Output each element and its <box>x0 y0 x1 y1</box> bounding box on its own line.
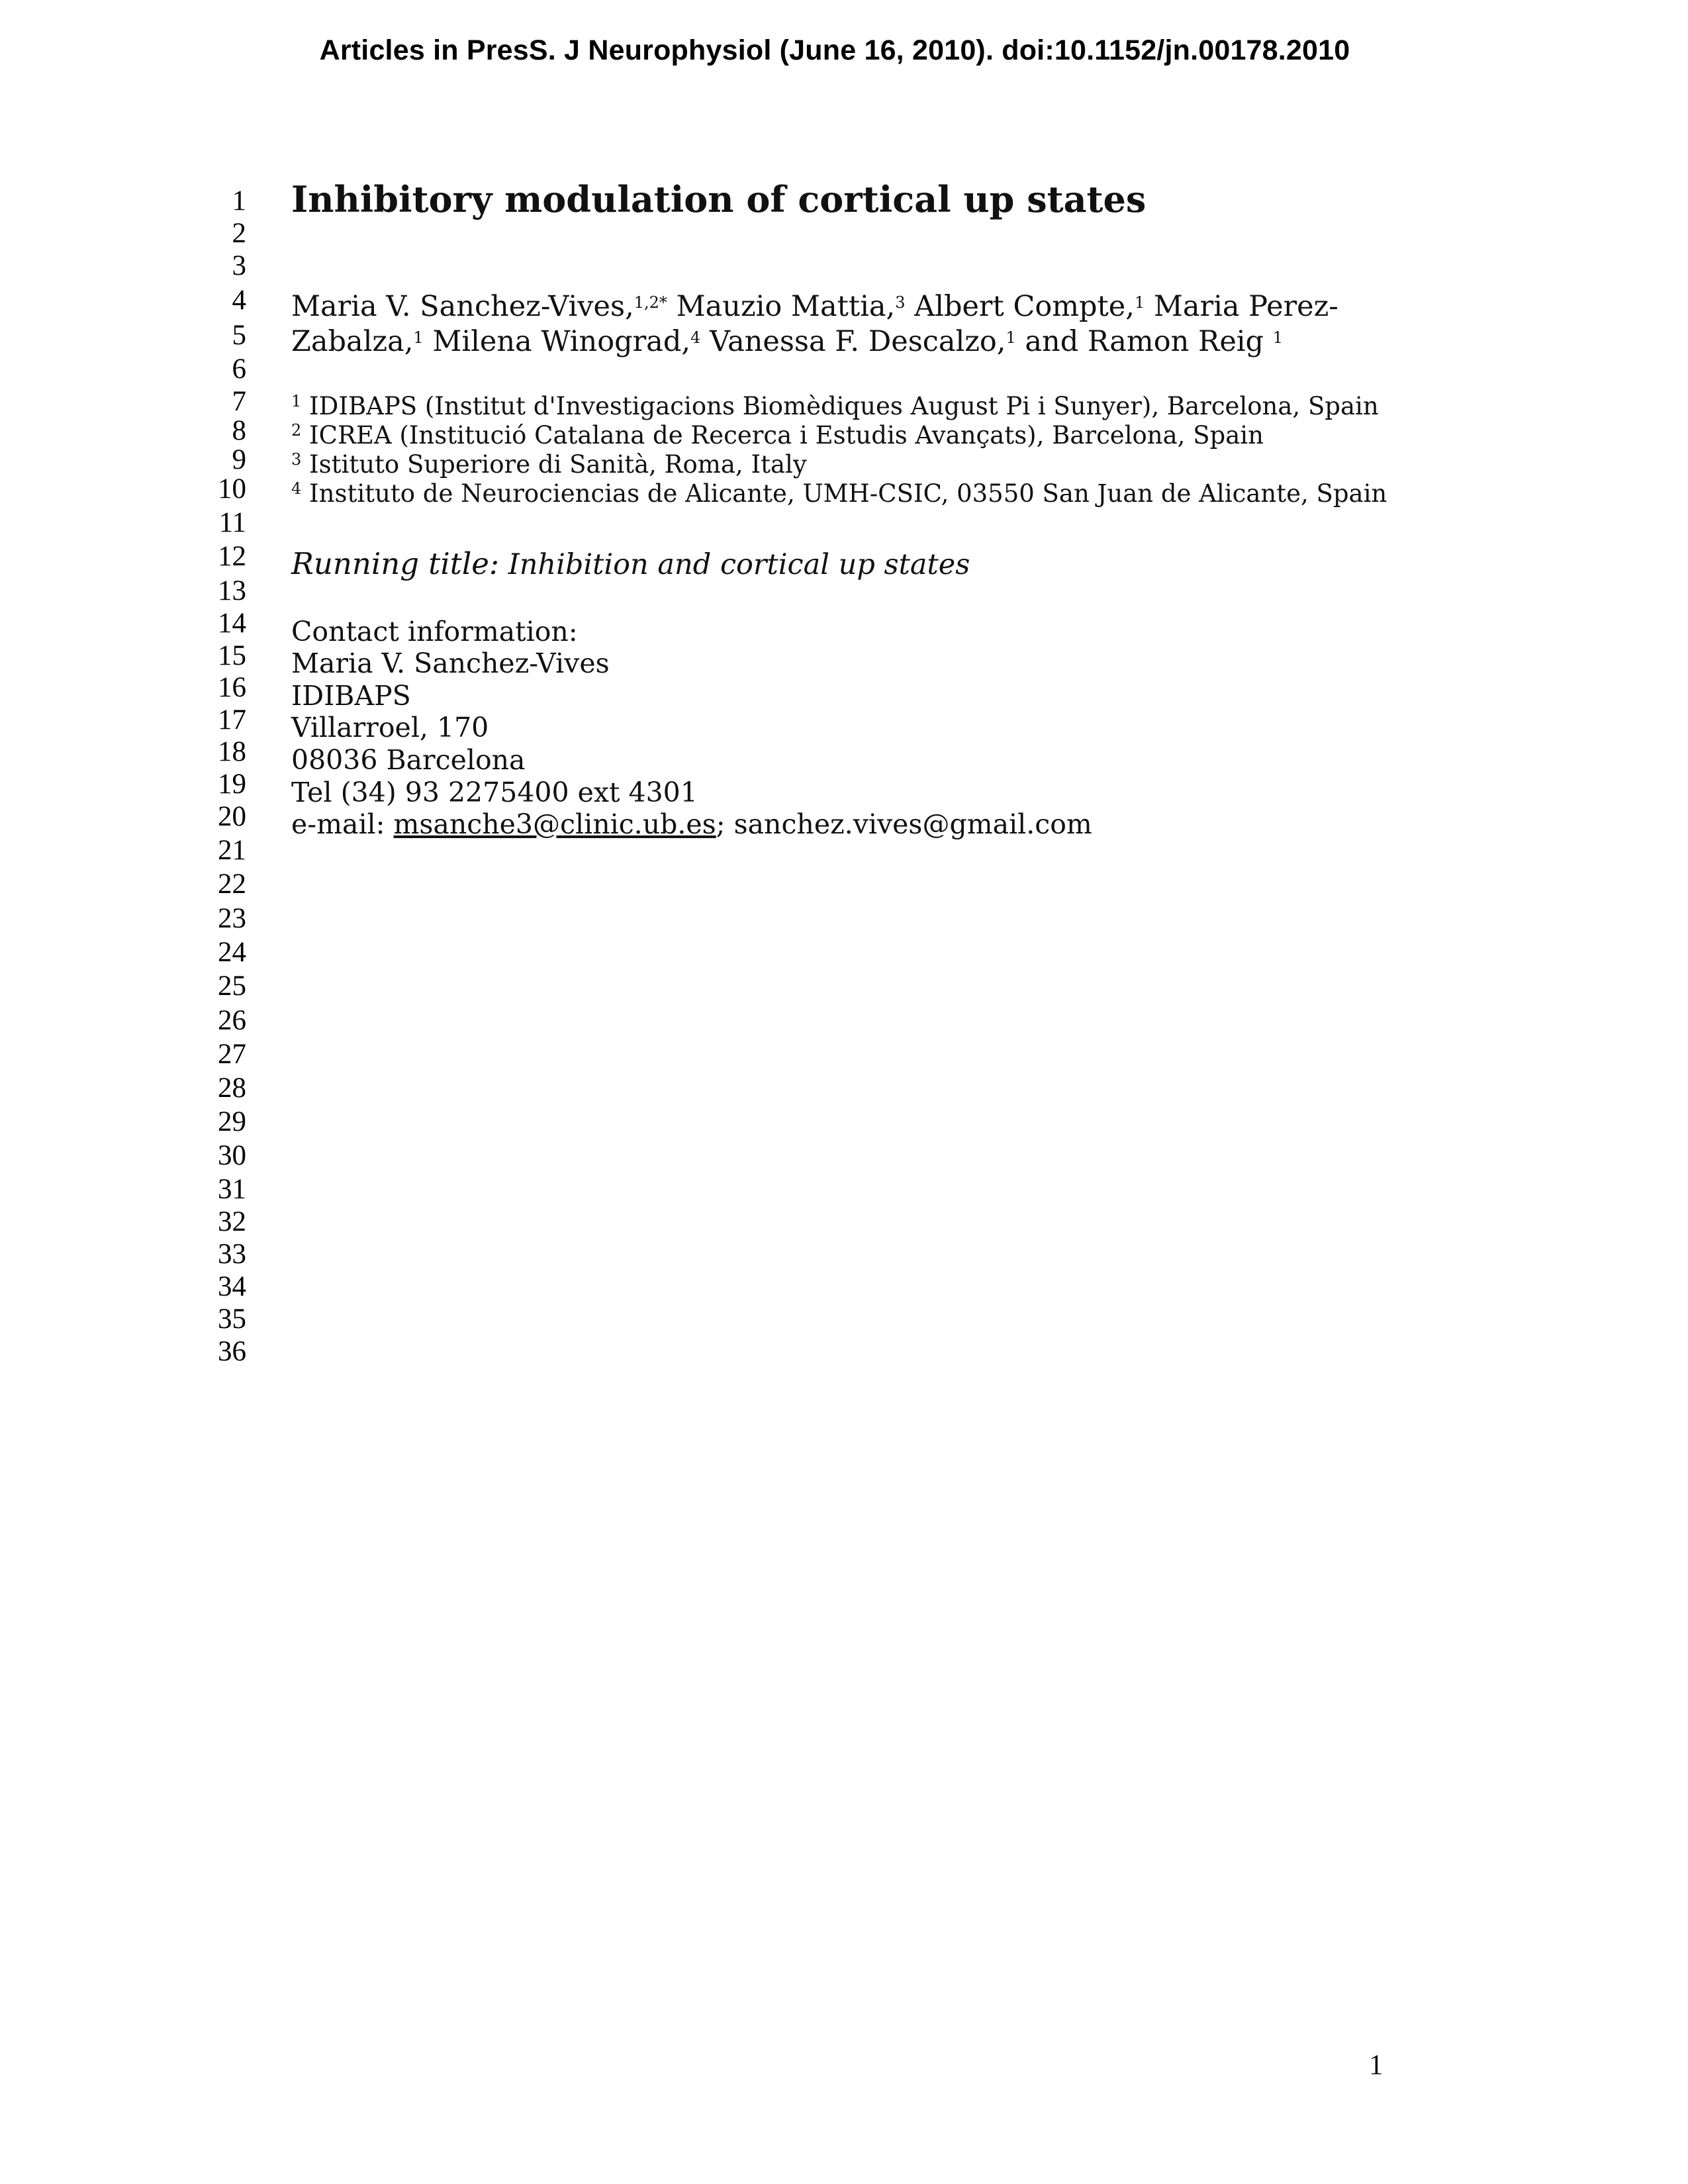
running-title-label: Running title: <box>291 546 500 581</box>
affiliation-text: Instituto de Neurociencias de Alicante, UMH-CSIC, 03550 San Juan de Alicante, Spain <box>309 479 1387 508</box>
contact-heading: Contact information: <box>291 616 578 647</box>
line-number: 14 <box>218 608 246 639</box>
email-separator: ; <box>716 808 734 840</box>
line-number: 28 <box>218 1072 246 1104</box>
affiliation-marker: 1 <box>291 392 302 410</box>
line-number: 11 <box>218 507 246 538</box>
line-number: 23 <box>218 903 246 934</box>
line-number: 22 <box>218 869 246 900</box>
author-name: Maria Perez- <box>1153 290 1338 323</box>
author-name: Albert Compte, <box>914 290 1135 323</box>
author-name: and Ramon Reig <box>1025 325 1273 358</box>
line-number: 34 <box>218 1271 246 1302</box>
line-number: 21 <box>218 835 246 866</box>
line-number: 8 <box>232 415 246 446</box>
line-number: 26 <box>218 1005 246 1036</box>
line-number: 3 <box>232 250 246 281</box>
affiliation-marker: 3 <box>291 450 302 469</box>
affiliation-text: IDIBAPS (Institut d'Investigacions Biomèdiques August Pi i Sunyer), Barcelona, Spain <box>309 392 1379 420</box>
email-label: e-mail: <box>291 808 394 840</box>
author-affiliation-marker: 4 <box>690 328 701 347</box>
author-affiliation-marker: 1 <box>1272 328 1283 347</box>
line-number: 35 <box>218 1304 246 1335</box>
affiliation-text: ICREA (Institució Catalana de Recerca i Estudis Avançats), Barcelona, Spain <box>309 421 1264 450</box>
page-number: 1 <box>1369 2050 1383 2081</box>
contact-institute: IDIBAPS <box>291 680 411 712</box>
contact-city: 08036 Barcelona <box>291 744 526 776</box>
line-number: 6 <box>232 354 246 385</box>
line-number: 15 <box>218 640 246 671</box>
email-link-primary[interactable]: msanche3@clinic.ub.es <box>393 808 716 840</box>
line-number: 9 <box>232 444 246 475</box>
line-number: 18 <box>218 736 246 767</box>
paper-title: Inhibitory modulation of cortical up states <box>291 178 1147 220</box>
line-number: 1 <box>232 185 246 216</box>
line-number: 29 <box>218 1106 246 1137</box>
author-line-1 <box>291 289 1338 328</box>
line-number: 20 <box>218 801 246 832</box>
affiliation-marker: 4 <box>291 479 302 498</box>
author-name: Vanessa F. Descalzo, <box>709 325 1006 358</box>
line-number: 32 <box>218 1206 246 1237</box>
contact-street: Villarroel, 170 <box>291 712 489 743</box>
author-affiliation-marker: 1 <box>1006 328 1016 347</box>
citation-text: Articles in PresS. J Neurophysiol (June 16, 2010). doi:10.1152/jn.00178.2010 <box>319 34 1350 66</box>
line-number: 33 <box>218 1239 246 1270</box>
line-number: 2 <box>232 218 246 249</box>
affiliation-marker: 2 <box>291 421 302 440</box>
contact-name: Maria V. Sanchez-Vives <box>291 647 610 679</box>
contact-phone: Tel (34) 93 2275400 ext 4301 <box>291 777 698 808</box>
journal-citation-header <box>0 34 1688 67</box>
line-number: 16 <box>218 672 246 703</box>
author-line-2 <box>291 324 1283 363</box>
line-number: 4 <box>232 285 246 316</box>
line-number: 30 <box>218 1140 246 1171</box>
author-affiliation-marker: 1,2* <box>633 293 667 312</box>
line-number: 17 <box>218 704 246 736</box>
line-number: 24 <box>218 937 246 968</box>
line-number: 5 <box>232 320 246 351</box>
line-number: 12 <box>218 541 246 572</box>
line-number: 25 <box>218 971 246 1002</box>
author-name: Milena Winograd, <box>432 325 691 358</box>
author-affiliation-marker: 1 <box>413 328 424 347</box>
line-number: 7 <box>232 386 246 417</box>
affiliation-4 <box>291 477 1387 514</box>
affiliation-text: Istituto Superiore di Sanità, Roma, Italy <box>309 450 807 479</box>
author-affiliation-marker: 3 <box>895 293 906 312</box>
line-number: 31 <box>218 1174 246 1205</box>
line-number: 27 <box>218 1039 246 1070</box>
author-name: Mauzio Mattia, <box>676 290 896 323</box>
author-affiliation-marker: 1 <box>1134 293 1145 312</box>
line-number: 36 <box>218 1336 246 1367</box>
line-number: 10 <box>218 473 246 504</box>
line-number: 13 <box>218 575 246 606</box>
contact-email-line <box>291 807 1092 841</box>
line-number: 19 <box>218 769 246 800</box>
running-title <box>291 547 970 582</box>
author-name: Zabalza, <box>291 325 414 358</box>
email-secondary: sanchez.vives@gmail.com <box>733 808 1092 840</box>
author-name: Maria V. Sanchez-Vives, <box>291 290 634 323</box>
running-title-text: Inhibition and cortical up states <box>508 548 970 581</box>
